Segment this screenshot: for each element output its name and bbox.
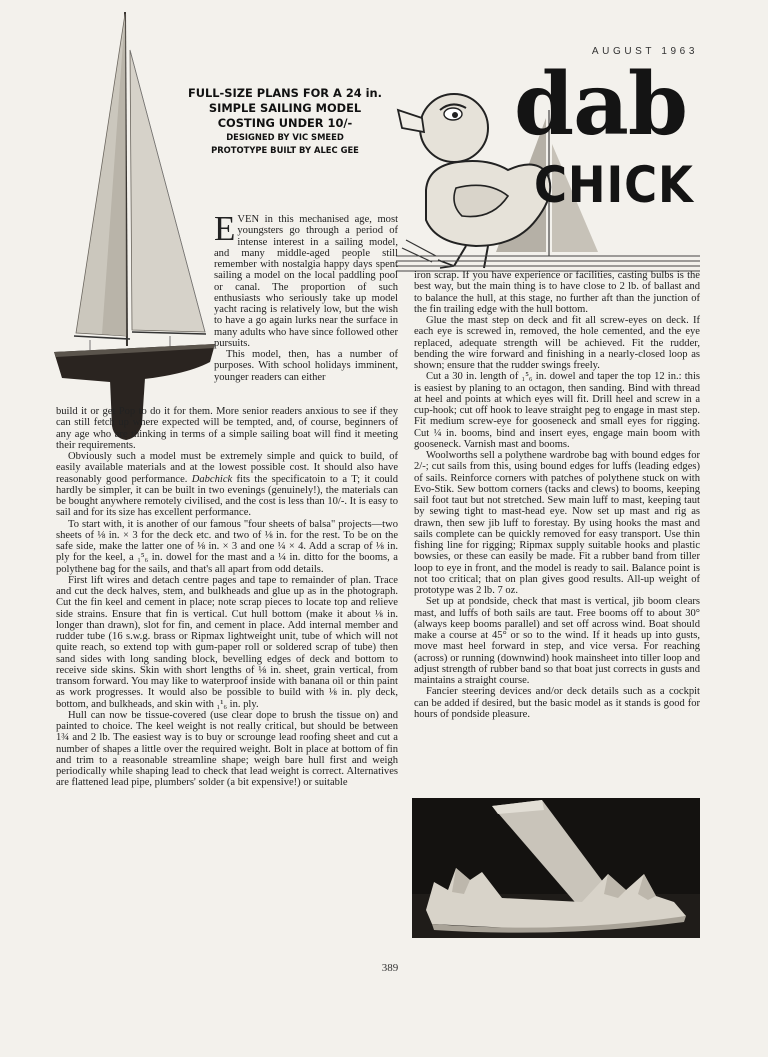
finishing-paragraph: Hull can now be tissue-covered (use clear dope to brush the tissue on) and painted to choice. The keel weight is not really critical, but should be between 1¾ and 2 lb. The easiest way is to buy or scrounge lead roofing sheet and cut a number of shapes a little over the required weight. Bolt in place at bottom of fin and trim to a reasonable streamline shape; weigh bare hull first and weigh periodically while shaping lead to check that lead weight is correct. Alternatives are flattened lead pipe, plumbers' solder (a bit expensive!) or suitable [56, 709, 398, 789]
builder-credit: PROTOTYPE BUILT BY ALEC GEE [211, 145, 359, 155]
intro-paragraph [214, 209, 398, 349]
issue-date: AUGUST 1963 [591, 46, 698, 57]
headline-line-3: COSTING UNDER 10/- [217, 116, 353, 130]
spec-text-pre: Obviously such a model must be extremely simple and quick to build, of easily available materials and at the lowest possible cost. It should also have reasonably good performance. [56, 451, 398, 485]
headline-line-1: FULL-SIZE PLANS FOR A 24 in. [188, 86, 382, 100]
headline-line-2: SIMPLE SAILING MODEL [208, 101, 362, 115]
model-name: Dabchick [191, 473, 233, 485]
mast-paragraph: Cut a 30 in. length of ₁⁵₆ in. dowel and taper the top 12 in.: this is easiest by planing to an octagon, then sanding. Bind with thread at heel and points at which eyes will fit. Drill heel and screw in a cup-hook; cut off hook to leave straight peg to engage in mast step. Fit medium screw-eye for gooseneck and small eyes for rigging. Cut ¼ in. booms, bind and insert eyes, engage main boom with gooseneck. Varnish mast and booms. [414, 371, 700, 450]
materials-paragraph: To start with, it is another of our famous "four sheets of balsa" projects—two sheets of ⅛ in. × 3 for the deck etc. and two of ⅛ in. for the rest. To be on the safe side, make the latter one of ⅛ in. × 3 and one ¼ × 4. Add a scrap of ⅛ in. ply for the keel, a ₁⁵₆ in. dowel for the mast and a ¼ in. ditto for the booms, a polythene bag for the sails, and that's all apart from odd details. [56, 518, 398, 575]
article-intro [214, 209, 398, 383]
logo-word-dab: dab [514, 54, 687, 155]
purposes-paragraph-cont: build it or get Pop to do it for them. More senior readers anxious to see if they can still fetch up where expected will be tempted, and, of course, beginners of any age who are thinking in terms of a simple sailing boat will find it meeting their requirements. [56, 406, 398, 451]
construction-paragraph: First lift wires and detach centre pages and tape to remainder of plan. Trace and cut the deck halves, stem, and bulkheads and glue up as in the photograph. Cut the fin keel and cement in place; note scrap pieces to locate top and relieve side strains. Ensure that fin is vertical. Cut hull bottom (make it about ⅛ in. longer than drawn), slot for fin, and cement in place. Add internal member and rudder tube (16 s.w.g. brass or Ripmax lightweight unit, tube of which will not quite reach, so extend top with gum-paper roll or soldered scrap of tube) then sand sides with long sanding block, bevelling edges of deck and bottom to receive side skins. Skin with short lengths of ⅛ in. sheet, grain vertical, from transom forward. You may like to waterproof inside with banana oil or thin paint as work progresses. It would also be possible to build with ⅛ in. ply deck, bottom, and bulkheads, and skin with ₁¹₆ in. ply. [56, 574, 398, 710]
sails-paragraph: Woolworths sell a polythene wardrobe bag with bound edges for 2/-; cut sails from this, using bound edges for luffs (leading edges) of sails. Reinforce corners with patches of polythene stuck on with Evo-Stik. Sew bottom corners (tacks and clews) to booms, keeping sail foot taut but not stretched. Sew main luff to mast, keeping taut by sewing tight to mast-head eye. Now set up mast and rig as drawn, then sew jib luff to forestay. By using hooks the mast and sails complete can be quickly removed for easy transport. Use thin fishing line for rigging; Ripmax supply suitable hooks and plastic bowsies, or these can easily be made. Fit a rubber band from tiller loop to eye in front, and the model is ready to sail. Balance point is not too critical; that on plan gives good results. All-up weight of prototype was 2 lb. 7 oz. [414, 450, 700, 596]
page-number: 389 [381, 962, 399, 974]
intro-text: VEN in this mechanised age, most youngsters go through a period of intense interest in a sailing model, and many middle-aged people still remember with nostalgia happy days spent sailing a model on the local paddling pool or canal. The proportion of such enthusiasts who seriously take up model yacht racing is relatively low, but the wish to have a go again lurks near the surface in many adults who have since followed other pursuits. [214, 214, 398, 349]
article-left-column [56, 406, 398, 789]
logo-word-chick: CHICK [534, 156, 694, 214]
headline [170, 86, 400, 157]
closing-paragraph: Fancier steering devices and/or deck details such as a cockpit can be added if desired, but the basic model as it stands is good for hours of pondside pleasure. [414, 686, 700, 720]
spec-text-post: fits the specificatoin to a T; it could hardly be simpler, it can be built in two evenings (genuinely!), the materials can be bought anywhere remotely civilised, and the cost is less than 10/-. It is easy to sail and for its size has excellent performance. [56, 473, 399, 519]
sailing-paragraph: Set up at pondside, check that mast is vertical, jib boom clears mast, and luffs of both sails are taut. Free booms off to about 30° (always keep booms parallel) and set off across wind. Boat should make a course at 45° or so to the wind. If it heads up into gusts, move mast heel forward in step, and vice versa. For reaching (across) or running (downwind) hook mainsheet into tiller loop and adjust strength of rubber band so that boat just corrects in gusts and maintains a straight course. [414, 596, 700, 686]
mast-step-paragraph: Glue the mast step on deck and fit all screw-eyes on deck. If each eye is screwed in, removed, the hole cemented, and the eye replaced, adequate strength will be achieved. Fit the rudder, bending the wire forward and finishing in a nearly-closed loop as shown; ensure that the rudder swings freely. [414, 315, 700, 371]
purposes-paragraph-start: This model, then, has a number of purposes. With school holidays imminent, younger readers can either [214, 349, 398, 383]
hull-construction-photo [412, 798, 700, 938]
drop-cap: E [214, 209, 236, 248]
specification-paragraph [56, 451, 398, 519]
designer-credit: DESIGNED BY VIC SMEED [226, 132, 344, 142]
ballast-paragraph: iron scrap. If you have experience or facilities, casting bulbs is the best way, but the main thing is to have close to 2 lb. of ballast and to balance the hull, at this stage, no further aft than the junction of the fin trailing edge with the hull bottom. [414, 270, 700, 315]
article-right-column [414, 270, 700, 720]
yacht-photo [50, 10, 220, 458]
